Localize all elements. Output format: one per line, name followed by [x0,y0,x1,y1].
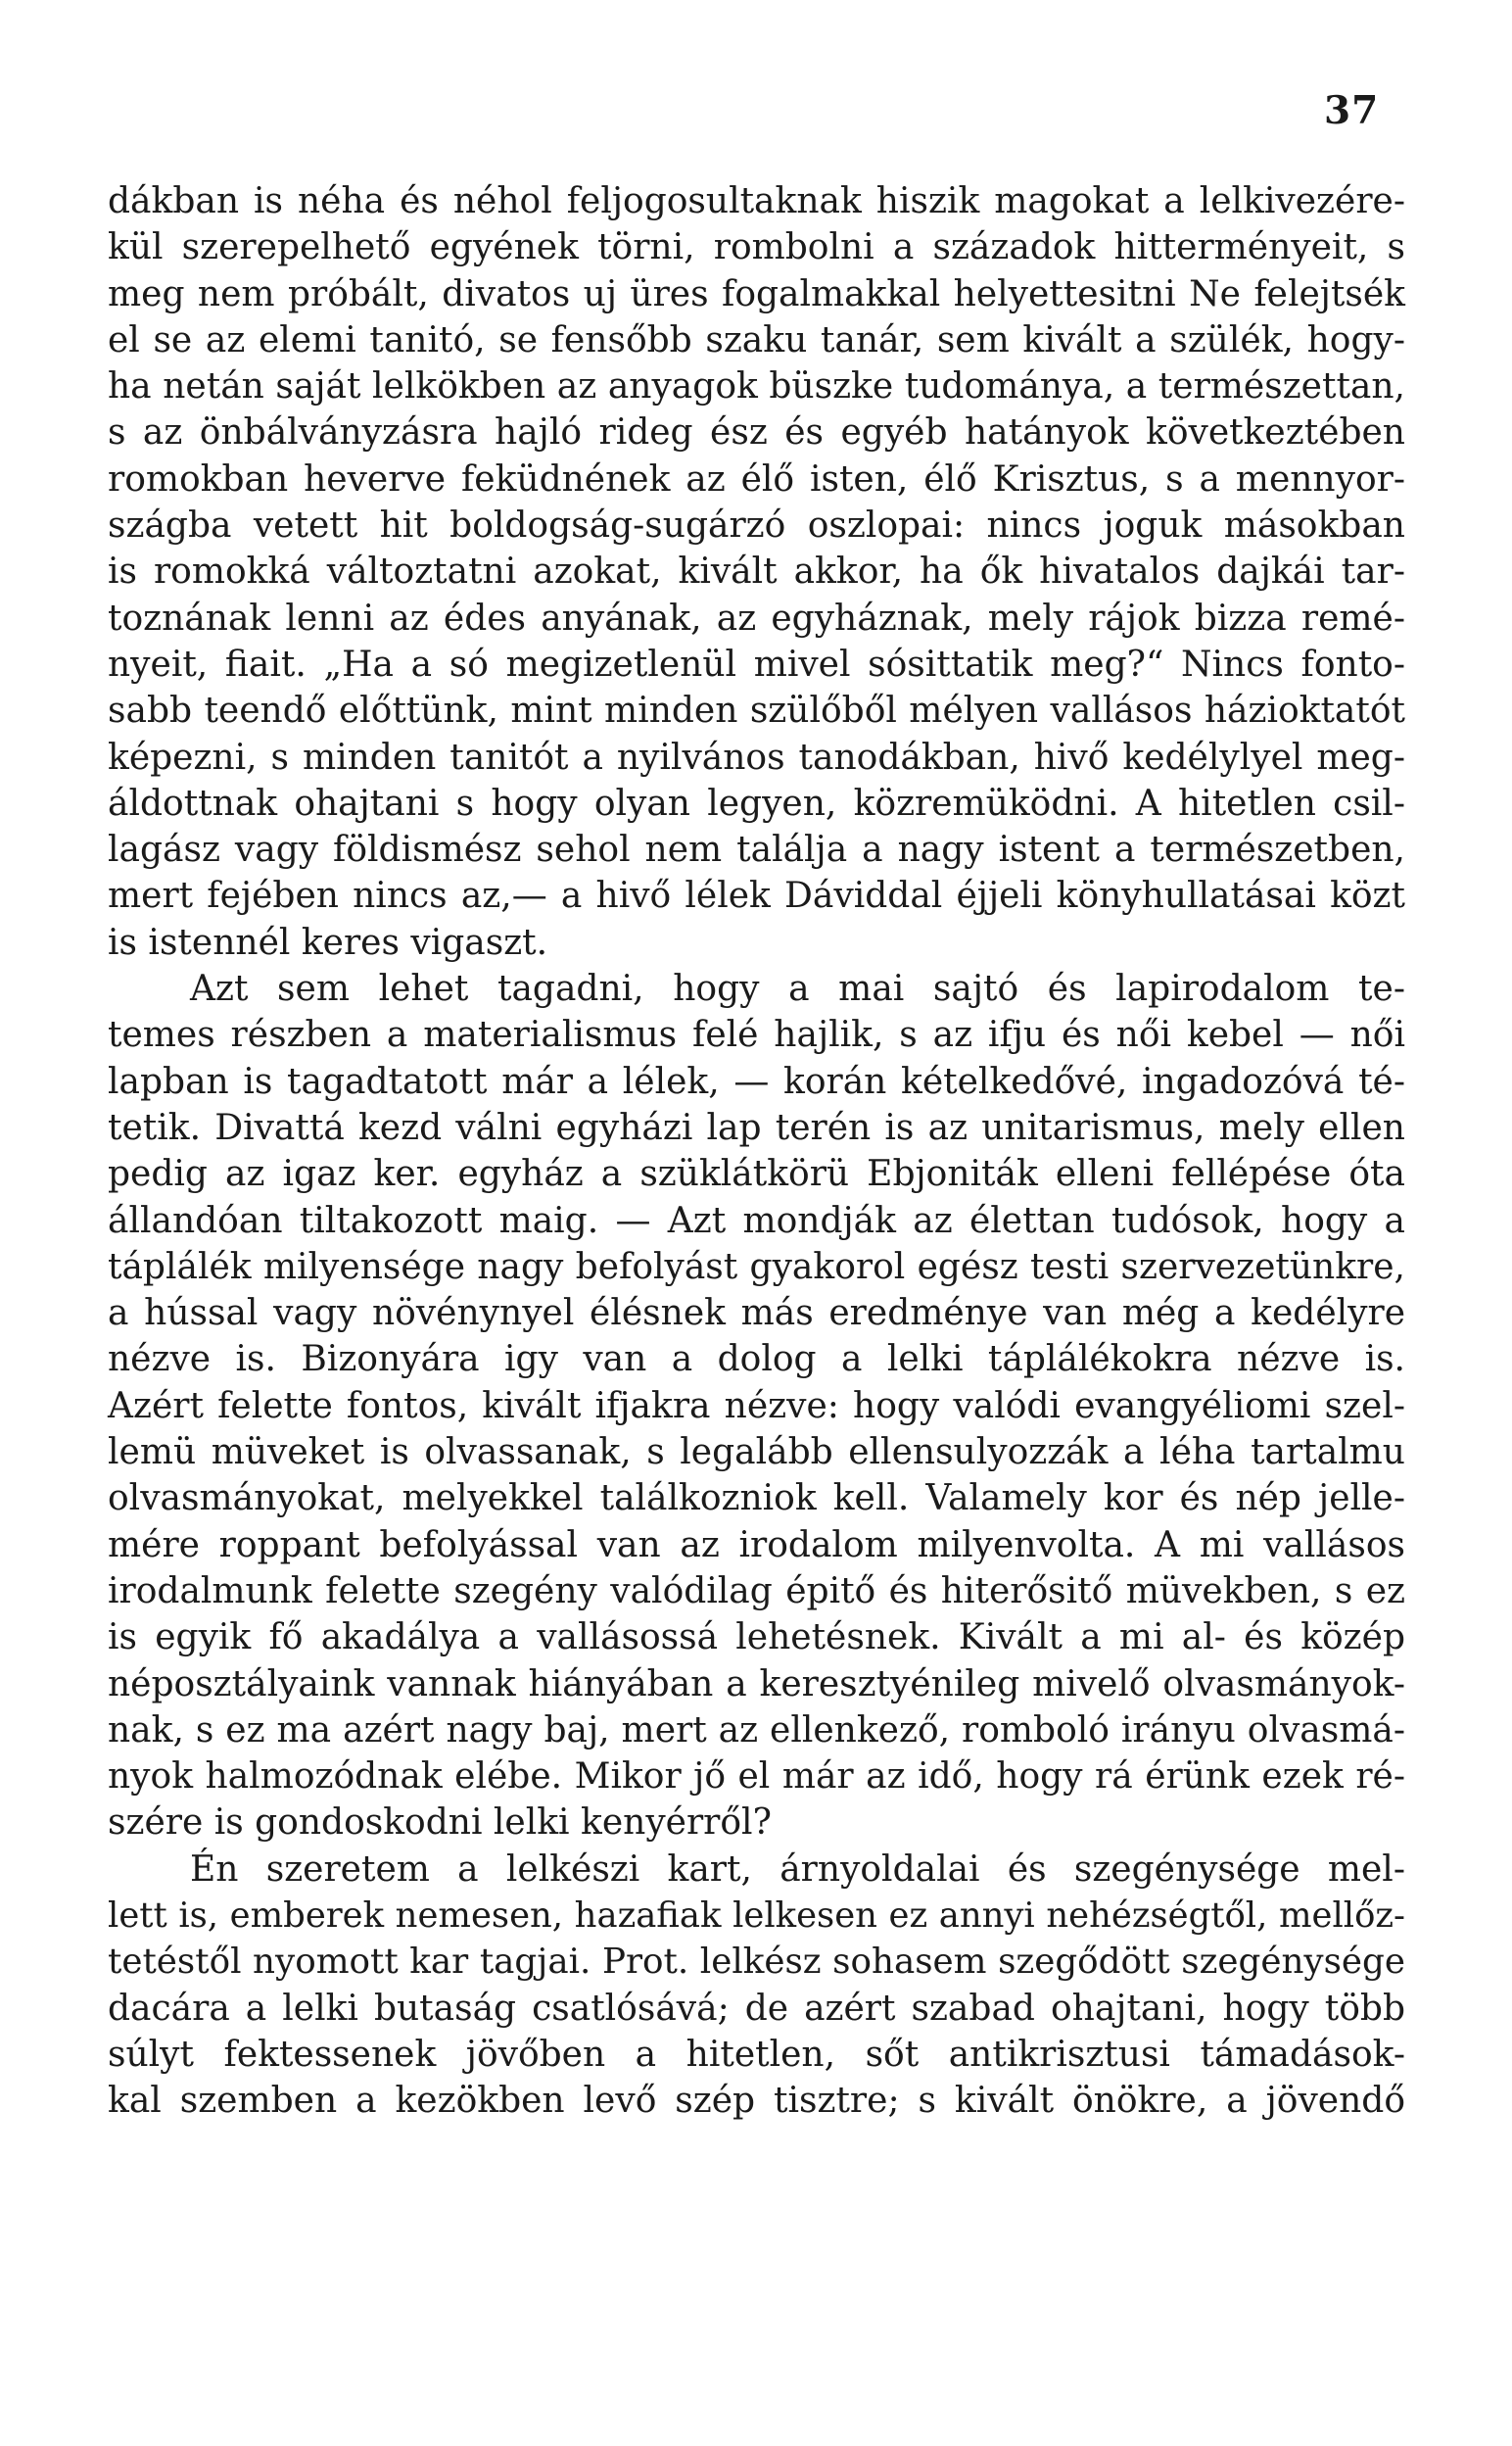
text-line: nézve is. Bizonyára igy van a dolog a lelki táplálékokra nézve is. [108,1339,1405,1380]
text-line: dákban is néha és néhol feljogosultaknak hiszik magokat a lelkivezére- [108,181,1405,221]
text-line: állandóan tiltakozott maig. — Azt mondják az élettan tudósok, hogy a [108,1200,1405,1241]
page-number: 37 [1324,88,1380,133]
text-line: olvasmányokat, melyekkel találkozniok kell. Valamely kor és nép jelle- [108,1478,1405,1519]
text-line: nyeit, fiait. „Ha a só megizetlenül mivel sósittatik meg?“ Nincs fonto- [108,644,1405,685]
text-line: kal szemben a kezökben levő szép tisztre; s kivált önökre, a jövendő [108,2081,1405,2122]
text-line: ha netán saját lelkökben az anyagok büszke tudománya, a természettan, [108,366,1405,408]
text-line: áldottnak ohajtani s hogy olyan legyen, közremüködni. A hitetlen csil- [108,783,1405,824]
text-line: is istennél keres vigaszt. [108,922,548,963]
text-line: kül szerepelhető egyének törni, rombolni a századok hitterményeit, s [108,227,1405,268]
page-body [108,178,1405,2124]
text-line: képezni, s minden tanitót a nyilvános tanodákban, hivő kedélylyel meg- [108,737,1405,778]
text-line: temes részben a materialismus felé hajlik, s az ifju és női kebel — női [108,1015,1405,1056]
text-line: sabb teendő előttünk, mint minden szülőből mélyen vallásos házioktatót [108,691,1405,732]
text-line: lemü müveket is olvassanak, s legalább ellensulyozzák a léha tartalmu [108,1432,1405,1473]
text-line: szére is gondoskodni lelki kenyérről? [108,1802,772,1844]
text-line: meg nem próbált, divatos uj üres fogalmakkal helyettesitni Ne felejtsék [108,273,1405,314]
text-line: romokban heverve feküdnének az élő isten, élő Krisztus, s a mennyor- [108,458,1405,500]
text-line: irodalmunk felette szegény valódilag épitő és hiterősitő müvekben, s ez [108,1570,1405,1611]
text-line: tetéstől nyomott kar tagjai. Prot. lelkész sohasem szegődött szegénysége [108,1942,1405,1983]
text-line: lett is, emberek nemesen, hazafiak lelkesen ez annyi nehézségtől, mellőz- [108,1894,1405,1936]
text-line: szágba vetett hit boldogság-sugárzó oszlopai: nincs joguk másokban [108,505,1405,547]
text-line: a hússal vagy növénynyel élésnek más eredménye van még a kedélyre [108,1293,1405,1334]
text-line: súlyt fektessenek jövőben a hitetlen, sőt antikrisztusi támadások- [108,2034,1405,2075]
text-line: Azt sem lehet tagadni, hogy a mai sajtó és lapirodalom te- [190,969,1405,1010]
text-line: is romokká változtatni azokat, kivált akkor, ha ők hivatalos dajkái tar- [108,552,1405,593]
text-line: el se az elemi tanitó, se fensőbb szaku tanár, sem kivált a szülék, hogy- [108,319,1405,360]
text-line: s az önbálványzásra hajló rideg ész és egyéb hatányok következtében [108,412,1405,454]
text-line: nyok halmozódnak elébe. Mikor jő el már az idő, hogy rá érünk ezek ré- [108,1756,1405,1798]
text-line: mére roppant befolyással van az irodalom milyenvolta. A mi vallásos [108,1524,1405,1565]
text-line: toznának lenni az édes anyának, az egyháznak, mely rájok bizza remé- [108,598,1405,639]
text-line: Azért felette fontos, kivált ifjakra nézve: hogy valódi evangyéliomi szel- [108,1385,1405,1426]
text-line: nak, s ez ma azért nagy baj, mert az ellenkező, romboló irányu olvasmá- [108,1709,1405,1751]
text-line: tetik. Divattá kezd válni egyházi lap terén is az unitarismus, mely ellen [108,1107,1405,1148]
text-line: táplálék milyensége nagy befolyást gyakorol egész testi szervezetünkre, [108,1246,1405,1287]
text-line: dacára a lelki butaság csatlósává; de azért szabad ohajtani, hogy több [108,1988,1405,2029]
text-line: néposztályaink vannak hiányában a keresztyénileg mivelő olvasmányok- [108,1663,1405,1704]
text-line: mert fejében nincs az,— a hivő lélek Dáviddal éjjeli könyhullatásai közt [108,876,1405,917]
text-line: lapban is tagadtatott már a lélek, — korán kételkedővé, ingadozóvá té- [108,1061,1405,1102]
text-line: lagász vagy földismész sehol nem találja a nagy istent a természetben, [108,830,1405,871]
text-line: is egyik fő akadálya a vallásossá lehetésnek. Kivált a mi al- és közép [108,1617,1405,1658]
text-line: Én szeretem a lelkészi kart, árnyoldalai és szegénysége mel- [190,1848,1405,1890]
text-line: pedig az igaz ker. egyház a szüklátkörü Ebjoniták elleni fellépése óta [108,1154,1405,1195]
